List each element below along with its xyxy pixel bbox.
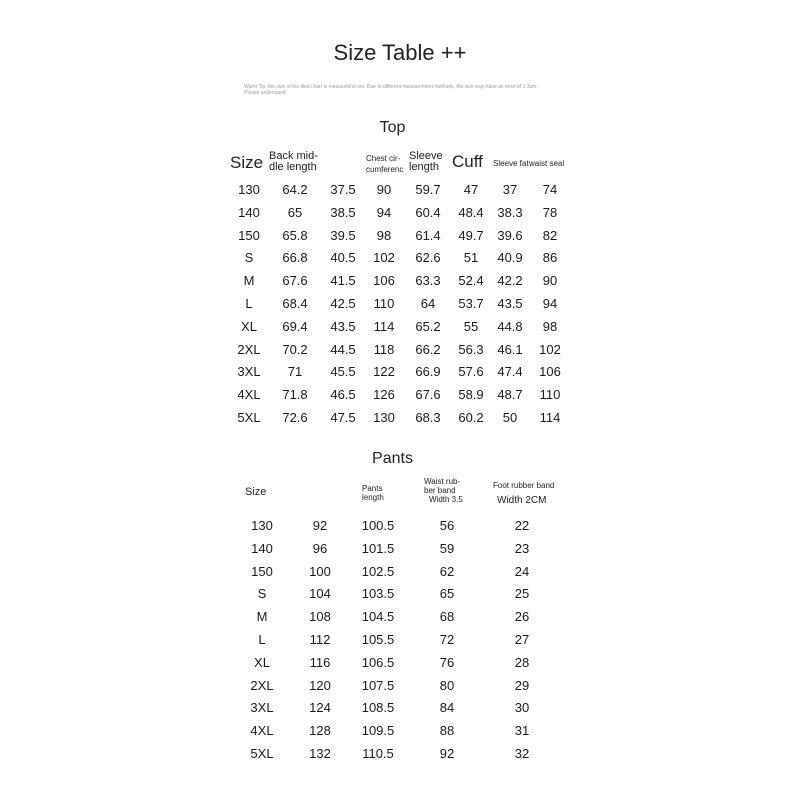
top-table-cell: 102 [373,250,395,266]
top-table-cell: 38.5 [330,204,356,220]
top-table-cell: 39.5 [330,227,356,243]
pants-table-cell: 124 [309,700,331,716]
top-table-cell: 41.5 [330,273,356,289]
pants-table-cell: 103.5 [361,586,395,602]
top-header-sleeve-fat: Sleeve fat [493,159,529,168]
top-table-cell: 43.5 [330,318,356,334]
top-header-back-middle-length [269,151,318,173]
top-table-cell: 110 [539,387,561,403]
pants-table-cell: 92 [439,746,455,761]
top-table-cell: 102 [539,341,561,357]
top-table-cell: 57.6 [458,364,484,380]
pants-table-cell: 56 [439,518,455,533]
top-table-cell: 82 [542,227,558,243]
top-table-cell: 64 [420,296,436,311]
pants-table-cell: 104.5 [361,609,395,625]
top-header-sleeve-line-2: length [409,161,439,173]
top-table-cell: 47.4 [497,364,523,380]
top-table-cell: 86 [542,250,558,266]
top-table-cell: 94 [376,204,392,220]
top-header-waist-seal: waist seal [529,159,565,168]
top-table-cell: 65.8 [282,227,308,243]
top-table-cell: 62.6 [415,250,441,266]
pants-header-pants-line-2: length [362,493,384,502]
pants-table-cell: 3XL [250,700,274,716]
pants-table-cell: 102.5 [361,563,395,579]
top-table-cell: 63.3 [415,273,441,289]
top-table-cell: 69.4 [282,318,308,334]
top-table-cell: 98 [376,227,392,243]
top-table-cell: 44.8 [497,318,523,334]
top-table-cell: 110 [373,296,395,311]
top-table-cell: S [244,250,254,266]
top-table-cell: 59.7 [415,182,441,197]
top-table-cell: 42.5 [330,296,356,311]
pants-table-cell: 80 [439,677,455,693]
pants-header-waist-rubber-band [424,477,463,504]
pants-table-cell: 65 [439,586,455,602]
top-table-cell: 114 [373,318,395,334]
top-table-cell: 49.7 [458,227,484,243]
page-title: Size Table ++ [333,40,467,65]
top-header-sleeve-line-1: Sleeve [409,150,443,162]
top-header-back-line-1: Back mid- [269,150,318,162]
top-table-cell: 106 [373,273,395,289]
top-table-cell: 65 [287,204,303,220]
pants-table-cell: 100.5 [361,518,395,533]
top-table-cell: XL [241,318,257,334]
pants-table-cell: 32 [514,746,530,761]
top-table-cell: 46.5 [330,387,356,403]
top-table-cell: 114 [539,410,561,425]
top-table-cell: 43.5 [497,296,523,311]
pants-table-cell: 101.5 [361,540,395,556]
top-table-cell: 68.3 [415,410,441,425]
pants-table-cell: M [256,609,268,625]
pants-table-cell: 112 [309,632,331,647]
top-table-cell: 78 [542,204,558,220]
top-header-chest-line-1: Chest cir- [366,154,401,163]
pants-table-cell: 92 [312,518,328,533]
top-table-cell: 40.9 [497,250,523,266]
top-table-cell: 52.4 [458,273,484,289]
pants-table-cell: 72 [439,632,455,647]
top-header-chest-circumference [366,153,406,175]
top-table-cell: 90 [542,273,558,289]
pants-table-cell: 27 [514,632,530,647]
top-header-back-line-2: dle length [269,161,317,173]
pants-table-cell: 29 [514,677,530,693]
top-table-cell: 53.7 [458,296,484,311]
pants-table-cell: S [257,586,267,602]
pants-table-cell: 31 [514,723,530,739]
pants-table-cell: 132 [309,746,331,761]
top-table-cell: 4XL [237,387,261,403]
pants-table-cell: 106.5 [361,654,395,670]
top-table-cell: 140 [238,204,260,220]
top-table-cell: 68.4 [282,296,308,311]
pants-header-foot-rubber-band: Foot rubber band [493,481,555,490]
top-table-cell: 48.4 [458,204,484,220]
top-table-cell: 67.6 [282,273,308,289]
top-header-size: Size [230,153,264,172]
pants-header-size: Size [245,486,267,498]
pants-table-cell: 4XL [250,723,274,739]
top-table-cell: 94 [542,296,558,311]
top-table-cell: 126 [373,387,395,403]
top-header-chest-line-2: cumferenc [366,165,404,174]
top-table-cell: 65.2 [415,318,441,334]
pants-table-cell: 88 [439,723,455,739]
pants-table-cell: 25 [514,586,530,602]
pants-table-cell: 128 [309,723,331,739]
pants-section-title: Pants [372,450,413,467]
top-section-title: Top [379,119,406,136]
top-table-cell: 90 [376,182,392,197]
top-table-cell: 74 [542,182,558,197]
pants-table-cell: 100 [309,563,331,579]
pants-table-cell: 108.5 [361,700,395,716]
top-table-cell: 60.2 [458,410,484,425]
warm-tip [244,84,538,96]
top-table-cell: 71.8 [282,387,308,403]
top-table-cell: 50 [502,410,518,425]
warm-tip-line-2: Please understand [244,90,286,96]
top-table-cell: L [245,296,253,311]
pants-table-cell: 150 [251,563,273,579]
top-table-cell: 45.5 [330,364,356,380]
pants-table-cell: 76 [439,654,455,670]
pants-table-cell: 116 [309,654,331,670]
pants-table-cell: 109.5 [361,723,395,739]
pants-table-cell: 26 [514,609,530,625]
top-table-cell: 98 [542,318,558,334]
top-table-cell: 66.2 [415,341,441,357]
top-table-cell: 70.2 [282,341,308,357]
pants-table-cell: 130 [251,518,273,533]
pants-header-waist-line-1: Waist rub- [424,477,461,486]
top-table-cell: 40.5 [330,250,356,266]
top-table-cell: 122 [373,364,395,380]
top-table-cell: 72.6 [282,410,308,425]
top-table-cell: 5XL [237,410,261,425]
pants-table-cell: 107.5 [361,677,395,693]
top-table-cell: 71 [287,364,303,380]
top-table-cell: 3XL [237,364,261,380]
top-table-cell: 2XL [237,341,261,357]
pants-table-cell: 140 [251,540,273,556]
pants-table-cell: 24 [514,563,530,579]
top-table-cell: 66.9 [415,364,441,380]
top-table-cell: 130 [238,182,260,197]
top-table-cell: 150 [238,227,260,243]
top-header-cuff: Cuff [452,152,483,171]
top-table-cell: 56.3 [458,341,484,357]
pants-table-cell: 110.5 [362,746,394,761]
warm-tip-line-1: Warm Tip: the size of the tiled chart is measured in cm. Due to different measurement methods, the size may have an error of 1-3cm. [244,84,538,90]
top-table-cell: M [243,273,255,289]
pants-header-waist-line-3: Width 3.5 [429,495,463,504]
pants-table-cell: 105.5 [361,632,395,647]
pants-table-cell: 68 [439,609,455,625]
pants-table-cell: 23 [514,540,530,556]
pants-header-pants-length [362,484,384,502]
pants-table-cell: 108 [309,609,331,625]
pants-table-cell: 59 [439,540,455,556]
top-table-cell: 37.5 [330,182,356,197]
pants-table-cell: 30 [514,700,530,716]
top-table-cell: 39.6 [497,227,523,243]
pants-table-cell: 28 [514,654,530,670]
pants-table-cell: 120 [309,677,331,693]
top-table-cell: 42.2 [497,273,523,289]
pants-table-cell: XL [254,654,270,670]
top-table-cell: 60.4 [415,204,441,220]
top-table-cell: 47.5 [330,410,356,425]
pants-table-cell: 5XL [250,746,274,761]
top-table-cell: 67.6 [415,387,441,403]
top-table-cell: 66.8 [282,250,308,266]
pants-table-cell: 62 [439,563,455,579]
pants-table-cell: L [258,632,266,647]
pants-table-cell: 96 [312,540,328,556]
pants-header-waist-line-2: ber band [424,486,456,495]
top-table-cell: 58.9 [458,387,484,403]
top-table-cell: 37 [502,182,518,197]
pants-header-pants-line-1: Pants [362,484,383,493]
top-table-cell: 38.3 [497,204,523,220]
top-table-cell: 44.5 [330,341,356,357]
pants-table-cell: 22 [514,518,530,533]
top-table-cell: 51 [463,250,479,266]
pants-table-cell: 104 [309,586,331,602]
top-header-sleeve-length [409,151,443,173]
top-table-cell: 130 [373,410,395,425]
top-table-cell: 61.4 [415,227,441,243]
pants-header-foot-width: Width 2CM [497,495,547,506]
top-table-cell: 64.2 [282,182,308,197]
top-table-cell: 48.7 [497,387,523,403]
pants-table-cell: 2XL [250,677,274,693]
top-table-cell: 106 [539,364,561,380]
top-table-cell: 55 [463,318,479,334]
pants-table-cell: 84 [439,700,455,716]
top-table-cell: 46.1 [497,341,523,357]
top-table-cell: 118 [373,341,395,357]
top-table-cell: 47 [463,182,479,197]
